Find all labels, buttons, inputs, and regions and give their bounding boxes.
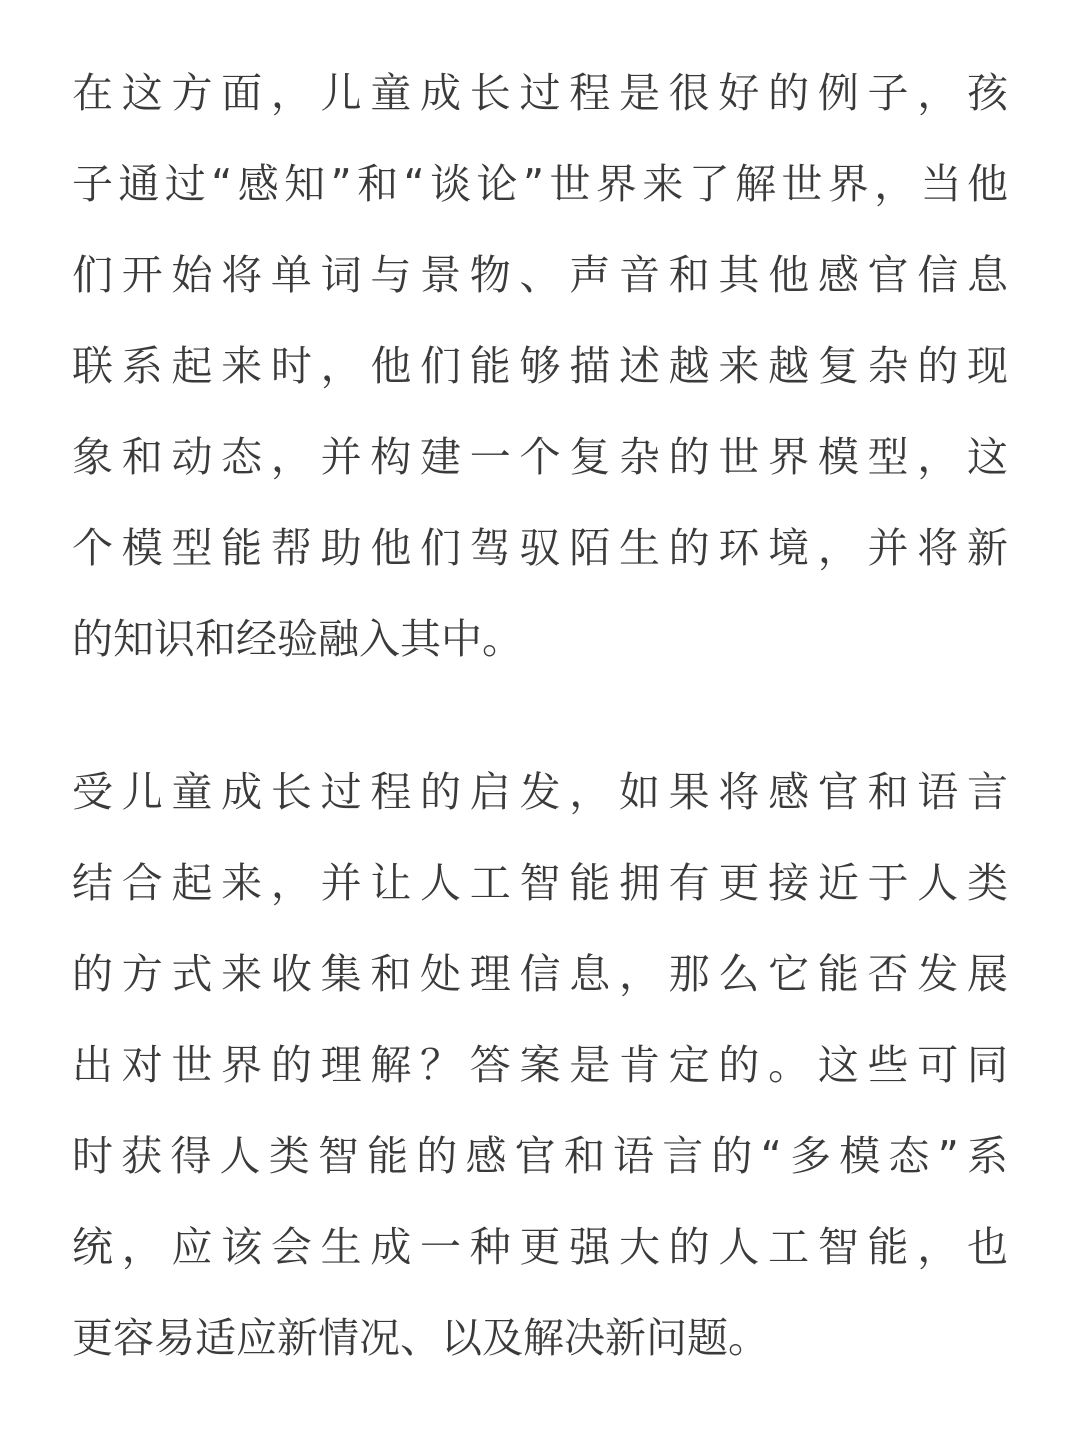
paragraph-1 [72,48,1008,685]
text-line: 结合起来，并让人工智能拥有更接近于人类 [72,859,1008,907]
text-line: 统，应该会生成一种更强大的人工智能，也 [72,1223,1008,1271]
text-line: 子通过“感知”和“谈论”世界来了解世界，当他 [72,160,1008,208]
text-line: 们开始将单词与景物、声音和其他感官信息 [72,251,1008,299]
text-line: 的知识和经验融入其中。 [72,615,523,663]
text-line: 时获得人类智能的感官和语言的“多模态”系 [72,1132,1008,1180]
text-line: 在这方面，儿童成长过程是很好的例子，孩 [72,69,1008,117]
text-line: 个模型能帮助他们驾驭陌生的环境，并将新 [72,524,1008,572]
text-line: 出对世界的理解？答案是肯定的。这些可同 [72,1041,1008,1089]
text-line: 联系起来时，他们能够描述越来越复杂的现 [72,342,1008,390]
paragraph-spacer [72,685,1008,747]
text-line: 象和动态，并构建一个复杂的世界模型，这 [72,433,1008,481]
paragraph-2 [72,747,1008,1384]
text-line: 受儿童成长过程的启发，如果将感官和语言 [72,768,1008,816]
article-body [72,48,1008,1384]
text-line: 的方式来收集和处理信息，那么它能否发展 [72,950,1008,998]
text-line: 更容易适应新情况、以及解决新问题。 [72,1314,769,1362]
